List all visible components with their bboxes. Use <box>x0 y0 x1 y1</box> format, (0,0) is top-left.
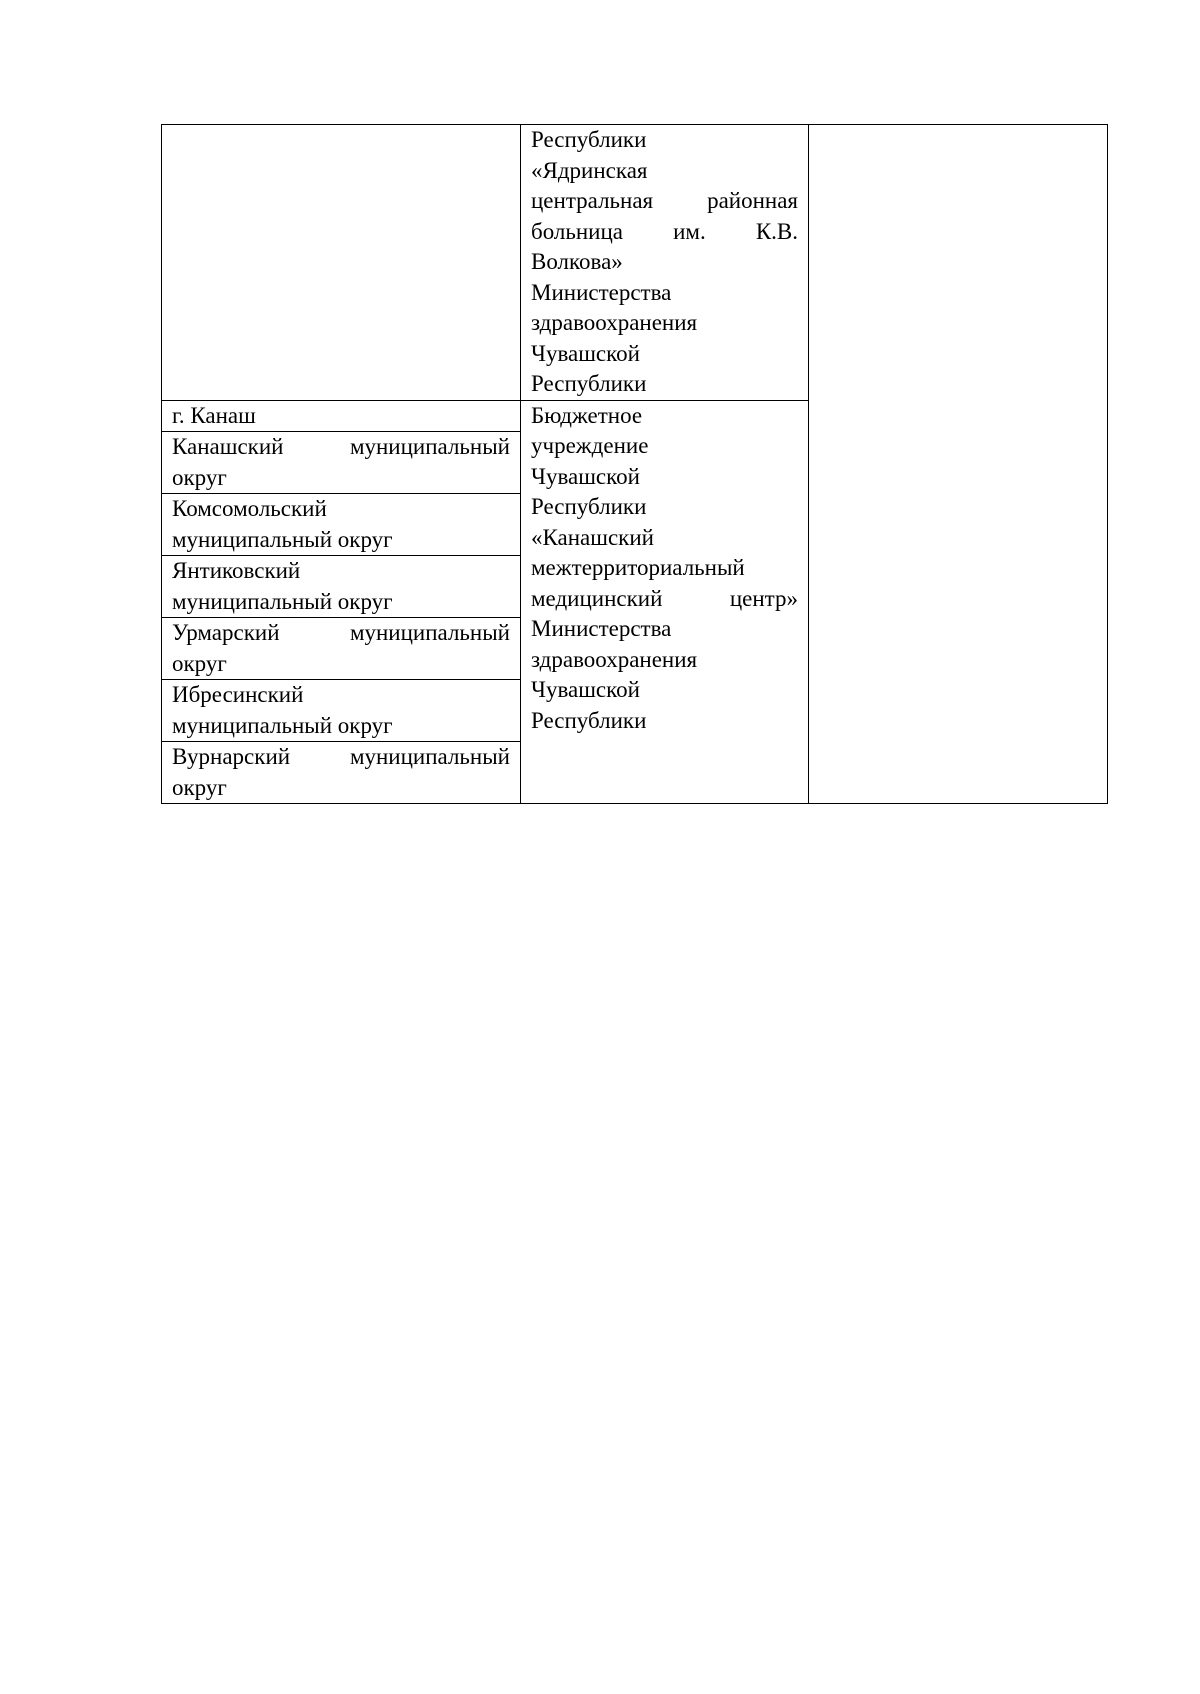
cell-line: Республики <box>531 127 647 152</box>
table-cell-district <box>162 432 521 494</box>
cell-line: г. Канаш <box>172 402 256 428</box>
cell-line: «Канашский <box>531 524 654 550</box>
cell-line: учреждение <box>531 433 649 458</box>
cell-line: Республики <box>531 707 647 733</box>
cell-line: муниципальный округ <box>172 526 393 552</box>
cell-line: округ <box>172 774 227 800</box>
cell-line: межтерриториальный <box>531 555 745 580</box>
cell-line: Канашский муниципальный <box>172 434 510 459</box>
cell-line: Комсомольский <box>172 496 327 521</box>
cell-line: больница им. К.В. <box>531 218 798 244</box>
cell-line: Республики <box>531 494 647 519</box>
table-cell-district <box>162 400 521 432</box>
table-cell-kanash-center <box>521 400 809 804</box>
cell-line: Министерства <box>531 279 672 305</box>
table-cell-empty <box>809 125 1108 804</box>
cell-line: Республики <box>531 371 647 396</box>
table-cell-district <box>162 742 521 804</box>
cell-line: Волкова» <box>531 249 623 274</box>
cell-line: муниципальный округ <box>172 588 393 614</box>
table-cell-district <box>162 618 521 680</box>
cell-line: Бюджетное <box>531 402 643 428</box>
table-cell-district <box>162 556 521 618</box>
cell-line: Чувашской <box>531 677 640 702</box>
cell-line: Янтиковский <box>172 558 301 583</box>
table-cell-yadrin-hospital <box>521 125 809 401</box>
cell-line: Вурнарский муниципальный <box>172 744 510 769</box>
cell-line: «Ядринская <box>531 157 648 183</box>
table-cell-district <box>162 680 521 742</box>
cell-line: Ибресинский <box>172 682 304 707</box>
cell-line: медицинский центр» <box>531 585 798 611</box>
cell-line: округ <box>172 464 227 490</box>
cell-line: Чувашской <box>531 340 640 366</box>
cell-line: муниципальный округ <box>172 712 393 738</box>
cell-line: здравоохранения <box>531 310 698 335</box>
table-row <box>162 125 1108 401</box>
cell-line: Министерства <box>531 616 672 641</box>
cell-line: Чувашской <box>531 463 640 489</box>
table-cell-district <box>162 494 521 556</box>
cell-line: Урмарский муниципальный <box>172 620 510 645</box>
cell-line: центральная районная <box>531 188 798 213</box>
table-cell-empty <box>162 125 521 401</box>
document-table <box>161 124 1108 804</box>
cell-line: округ <box>172 650 227 676</box>
cell-line: здравоохранения <box>531 646 698 672</box>
